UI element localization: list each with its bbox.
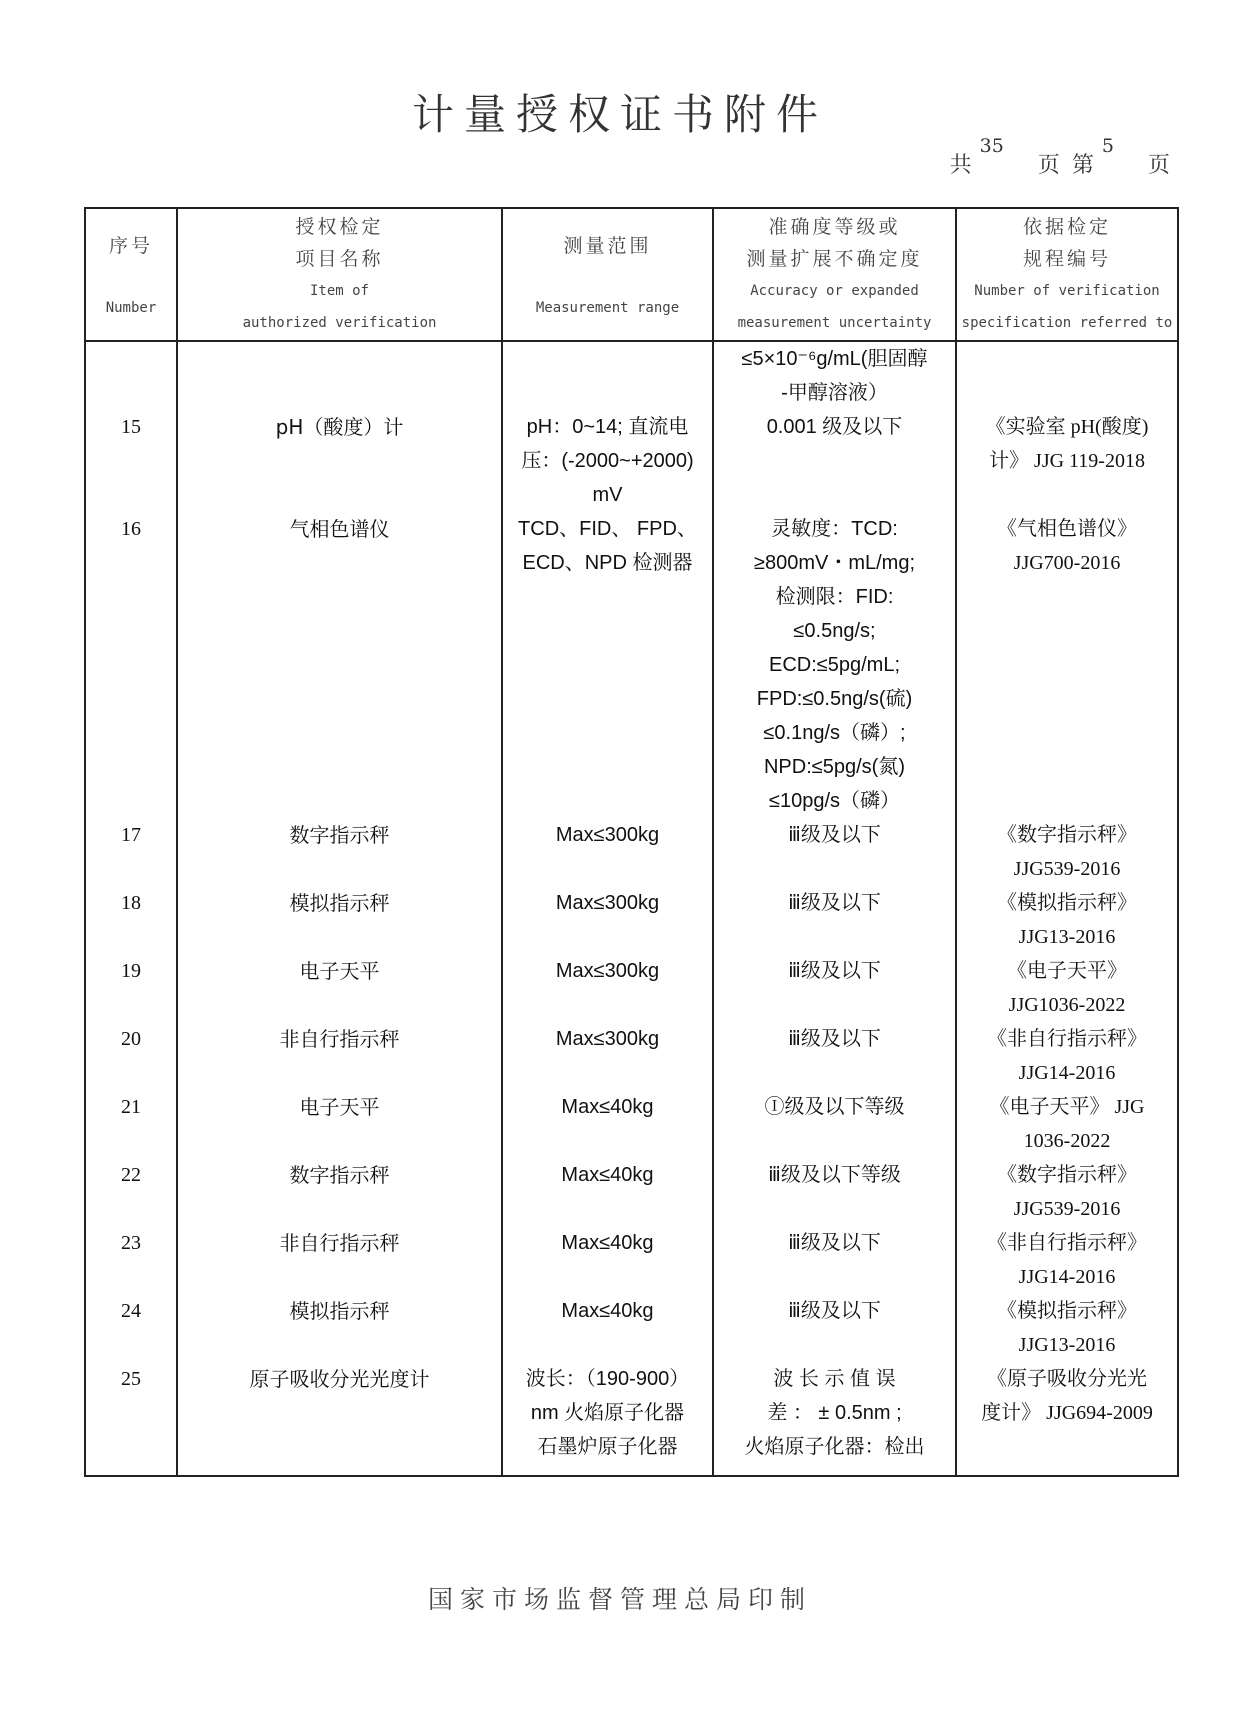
cell-range — [502, 1226, 713, 1294]
cell-spec — [956, 341, 1178, 410]
cell-accuracy — [713, 1226, 956, 1294]
header-cn-line: 授权检定 — [295, 215, 384, 238]
cell-number: 15 — [85, 410, 177, 512]
table-row — [85, 954, 1178, 1022]
accuracy-line: ⅲ级及以下 — [788, 1232, 881, 1254]
range-line: TCD、FID、 FPD、 — [518, 518, 697, 540]
table-row — [85, 512, 1178, 818]
spec-line: 《实验室 pH(酸度) — [985, 416, 1149, 438]
cell-item: 气相色谱仪 — [177, 512, 502, 818]
cell-number: 24 — [85, 1294, 177, 1362]
current-suffix: 页 — [1147, 153, 1170, 178]
cell-accuracy — [713, 341, 956, 410]
accuracy-line: ≤10pg/s（磷） — [768, 790, 901, 812]
cell-item: 电子天平 — [177, 1090, 502, 1158]
table-row — [85, 1090, 1178, 1158]
spec-line: JJG14-2016 — [1018, 1266, 1116, 1288]
header-cn-line: 项目名称 — [295, 247, 384, 270]
cell-spec — [956, 1226, 1178, 1294]
footer-printer: 国家市场监督管理总局印制 — [427, 1585, 812, 1614]
range-line: Max≤40kg — [561, 1300, 654, 1322]
cell-spec — [956, 1158, 1178, 1226]
accuracy-line: 检测限：FID: — [775, 586, 894, 608]
accuracy-line: -甲醇溶液） — [781, 382, 888, 404]
spec-line: JJG539-2016 — [1013, 1198, 1121, 1220]
accuracy-line: ECD:≤5pg/mL; — [768, 654, 901, 676]
cell-spec — [956, 886, 1178, 954]
accuracy-line: Ⓘ级及以下等级 — [764, 1096, 905, 1118]
accuracy-line: 0.001 级及以下 — [766, 416, 903, 438]
cell-spec — [956, 1294, 1178, 1362]
cell-accuracy — [713, 1022, 956, 1090]
cell-range — [502, 1158, 713, 1226]
table-row — [85, 410, 1178, 512]
page-info — [944, 135, 1176, 179]
current-prefix: 第 — [1071, 153, 1094, 178]
cell-range — [502, 512, 713, 818]
header-accuracy — [713, 208, 956, 341]
cell-number: 22 — [85, 1158, 177, 1226]
cell-item: pH（酸度）计 — [177, 410, 502, 512]
spec-line: 《气相色谱仪》 — [997, 518, 1137, 540]
cell-spec — [956, 954, 1178, 1022]
header-en-line: measurement uncertainty — [737, 314, 932, 331]
spec-line: JJG14-2016 — [1018, 1062, 1116, 1084]
header-range — [502, 208, 713, 341]
accuracy-line: NPD:≤5pg/s(氮) — [763, 756, 905, 778]
spec-line: 1036-2022 — [1023, 1130, 1111, 1152]
accuracy-line: 差 ： ± 0.5nm ; — [767, 1402, 902, 1424]
range-line: pH：0~14; 直流电 — [526, 416, 689, 438]
spec-line: 《模拟指示秤》 — [997, 1300, 1137, 1322]
accuracy-line: FPD:≤0.5ng/s(硫) — [756, 688, 913, 710]
spec-line: JJG1036-2022 — [1008, 994, 1126, 1016]
cell-accuracy — [713, 1158, 956, 1226]
header-en-line: authorized verification — [242, 314, 437, 331]
header-number — [85, 208, 177, 341]
spec-line: 《电子天平》 JJG — [989, 1096, 1145, 1118]
range-line: Max≤40kg — [561, 1164, 654, 1186]
cell-range — [502, 341, 713, 410]
cell-item: 模拟指示秤 — [177, 1294, 502, 1362]
cell-range — [502, 1294, 713, 1362]
cell-range — [502, 1022, 713, 1090]
accuracy-line: ≥800mV・mL/mg; — [753, 552, 916, 574]
header-en-line: Accuracy or expanded — [750, 282, 919, 299]
cell-number: 17 — [85, 818, 177, 886]
cell-accuracy — [713, 410, 956, 512]
range-line: Max≤300kg — [555, 824, 660, 846]
cell-number: 23 — [85, 1226, 177, 1294]
header-cn-line: 序号 — [108, 234, 153, 257]
cell-number: 21 — [85, 1090, 177, 1158]
cell-accuracy — [713, 1294, 956, 1362]
cell-item: 模拟指示秤 — [177, 886, 502, 954]
table-row — [85, 818, 1178, 886]
cell-number: 19 — [85, 954, 177, 1022]
cell-number: 16 — [85, 512, 177, 818]
accuracy-line: ≤5×10⁻⁶g/mL(胆固醇 — [741, 348, 928, 370]
cell-number: 20 — [85, 1022, 177, 1090]
cell-item: 电子天平 — [177, 954, 502, 1022]
accuracy-line: 灵敏度：TCD: — [771, 518, 898, 540]
header-en-line: specification referred to — [961, 314, 1173, 331]
spec-line: 《非自行指示秤》 — [987, 1232, 1147, 1254]
accuracy-line: ⅲ级及以下 — [788, 892, 881, 914]
authorization-table — [84, 207, 1179, 1477]
cell-number — [85, 341, 177, 410]
cell-range — [502, 886, 713, 954]
accuracy-line: ⅲ级及以下 — [788, 824, 881, 846]
accuracy-line: 波 长 示 值 误 — [773, 1368, 896, 1390]
cell-item — [177, 341, 502, 410]
table-row — [85, 1294, 1178, 1362]
table-row — [85, 886, 1178, 954]
header-en-line: Number of verification — [974, 282, 1160, 299]
range-line: Max≤300kg — [555, 1028, 660, 1050]
cell-item: 数字指示秤 — [177, 1158, 502, 1226]
range-line: Max≤300kg — [555, 960, 660, 982]
cell-accuracy — [713, 954, 956, 1022]
header-cn-line: 规程编号 — [1022, 247, 1111, 270]
header-cn-line: 测量范围 — [563, 234, 652, 257]
range-line: ECD、NPD 检测器 — [522, 552, 693, 574]
cell-accuracy — [713, 886, 956, 954]
cell-spec — [956, 1090, 1178, 1158]
range-line: 压：(-2000~+2000) — [521, 450, 694, 472]
accuracy-line: ≤0.5ng/s; — [793, 620, 876, 642]
range-line: nm 火焰原子化器 — [530, 1402, 685, 1424]
total-suffix: 页 — [1037, 153, 1060, 178]
range-line: 波长：（190-900） — [525, 1368, 690, 1390]
cell-accuracy — [713, 512, 956, 818]
cell-item: 非自行指示秤 — [177, 1022, 502, 1090]
table-row — [85, 1226, 1178, 1294]
accuracy-line: ≤0.1ng/s（磷）; — [763, 722, 906, 744]
range-line: Max≤40kg — [561, 1232, 654, 1254]
cell-range — [502, 1090, 713, 1158]
header-cn-line: 依据检定 — [1022, 215, 1111, 238]
spec-line: JJG700-2016 — [1013, 552, 1121, 574]
header-en-line: Number — [105, 299, 157, 316]
range-line: Max≤300kg — [555, 892, 660, 914]
range-line: Max≤40kg — [561, 1096, 654, 1118]
spec-line: 《数字指示秤》 — [997, 824, 1137, 846]
accuracy-line: ⅲ级及以下 — [788, 1028, 881, 1050]
document-title: 计量授权证书附件 — [411, 90, 828, 139]
current-page: 5 — [1101, 135, 1114, 157]
cell-item: 非自行指示秤 — [177, 1226, 502, 1294]
spec-line: 《电子天平》 — [1007, 960, 1127, 982]
cell-item: 数字指示秤 — [177, 818, 502, 886]
cell-number: 25 — [85, 1362, 177, 1476]
cell-accuracy — [713, 1362, 956, 1476]
cell-spec — [956, 1022, 1178, 1090]
spec-line: 《模拟指示秤》 — [997, 892, 1137, 914]
cell-accuracy — [713, 1090, 956, 1158]
header-en-line: Measurement range — [535, 299, 680, 316]
cell-range — [502, 1362, 713, 1476]
spec-line: 《数字指示秤》 — [997, 1164, 1137, 1186]
total-prefix: 共 — [949, 153, 972, 178]
cell-spec — [956, 410, 1178, 512]
table-header-row — [85, 208, 1178, 341]
cell-range — [502, 954, 713, 1022]
cell-spec — [956, 1362, 1178, 1476]
spec-line: 《原子吸收分光光 — [987, 1368, 1147, 1390]
total-pages: 35 — [979, 135, 1004, 157]
cell-spec — [956, 512, 1178, 818]
header-cn-line: 准确度等级或 — [768, 215, 901, 238]
table-row — [85, 1022, 1178, 1090]
cell-item: 原子吸收分光光度计 — [177, 1362, 502, 1476]
cell-range — [502, 410, 713, 512]
table-row — [85, 1362, 1178, 1476]
accuracy-line: ⅲ级及以下 — [788, 1300, 881, 1322]
continuation-row — [85, 341, 1178, 410]
header-spec — [956, 208, 1178, 341]
spec-line: JJG539-2016 — [1013, 858, 1121, 880]
spec-line: 《非自行指示秤》 — [987, 1028, 1147, 1050]
spec-line: JJG13-2016 — [1018, 1334, 1116, 1356]
cell-accuracy — [713, 818, 956, 886]
accuracy-line: ⅲ级及以下等级 — [768, 1164, 901, 1186]
spec-line: 计》 JJG 119-2018 — [989, 450, 1145, 472]
accuracy-line: 火焰原子化器：检出 — [744, 1436, 925, 1458]
spec-line: 度计》 JJG694-2009 — [981, 1402, 1153, 1424]
cell-range — [502, 818, 713, 886]
table-row — [85, 1158, 1178, 1226]
range-line: mV — [592, 484, 623, 506]
range-line: 石墨炉原子化器 — [537, 1436, 678, 1458]
cell-spec — [956, 818, 1178, 886]
header-item — [177, 208, 502, 341]
cell-number: 18 — [85, 886, 177, 954]
accuracy-line: ⅲ级及以下 — [788, 960, 881, 982]
header-en-line: Item of — [309, 282, 369, 299]
header-cn-line: 测量扩展不确定度 — [746, 247, 923, 270]
spec-line: JJG13-2016 — [1018, 926, 1116, 948]
